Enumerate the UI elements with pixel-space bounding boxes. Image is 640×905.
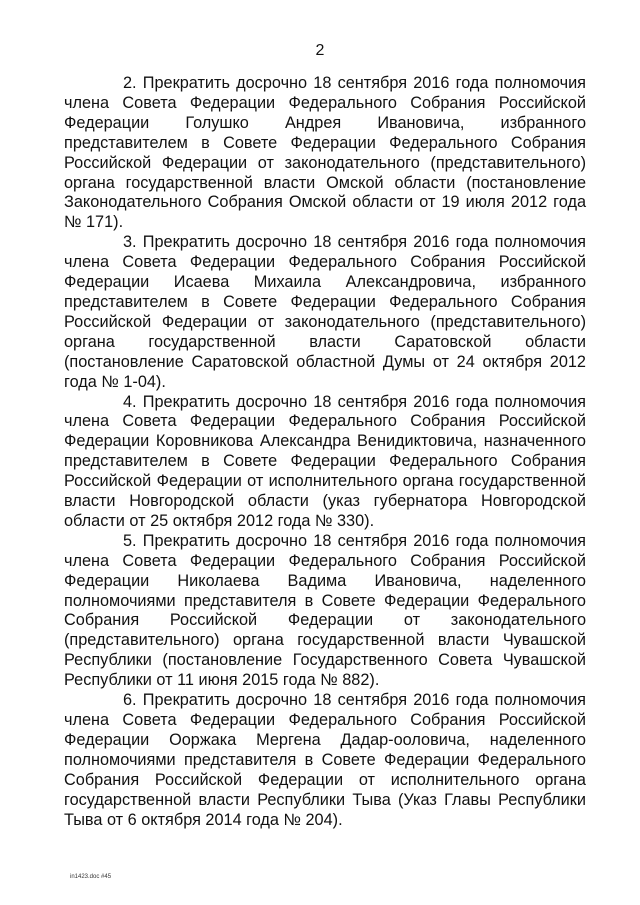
document-body <box>64 74 586 830</box>
footer-document-code: in1423.doc #45 <box>70 874 112 880</box>
paragraph-3: 3. Прекратить досрочно 18 сентября 2016 года полномочия члена Совета Федерации Федерального Собрания Российской Федерации Исаева Михаила Александровича, избранного представителем в Совете Федерации Федерального Собрания Российской Федерации от законодательного (представительного) органа государственной власти Саратовской области (постановление Саратовской областной Думы от 24 октября 2012 года № 1-04). <box>64 233 586 391</box>
paragraph-5: 5. Прекратить досрочно 18 сентября 2016 года полномочия члена Совета Федерации Федерального Собрания Российской Федерации Николаева Вадима Ивановича, наделенного полномочиями представителя в Совете Федерации Федерального Собрания Российской Федерации от законодательного (представительного) органа государственной власти Чувашской Республики (постановление Государственного Совета Чувашской Республики от 11 июня 2015 года № 882). <box>64 531 586 690</box>
paragraph-2: 2. Прекратить досрочно 18 сентября 2016 года полномочия члена Совета Федерации Федерального Собрания Российской Федерации Голушко Андрея Ивановича, избранного представителем в Совете Федерации Федерального Собрания Российской Федерации от законодательного (представительного) органа государственной власти Омской области (постановление Законодательного Собрания Омской области от 19 июля 2012 года № 171). <box>64 74 586 232</box>
page-number: 2 <box>315 42 325 59</box>
paragraph-4: 4. Прекратить досрочно 18 сентября 2016 года полномочия члена Совета Федерации Федерального Собрания Российской Федерации Коровникова Александра Венидиктовича, назначенного представителем в Совете Федерации Федерального Собрания Российской Федерации от исполнительного органа государственной власти Новгородской области (указ губернатора Новгородской области от 25 октября 2012 года № 330). <box>64 392 586 530</box>
paragraph-6: 6. Прекратить досрочно 18 сентября 2016 года полномочия члена Совета Федерации Федерального Собрания Российской Федерации Ооржака Мергена Дадар-ооловича, наделенного полномочиями представителя в Совете Федерации Федерального Собрания Российской Федерации от исполнительного органа государственной власти Республики Тыва (Указ Главы Республики Тыва от 6 октября 2014 года № 204). <box>64 691 586 829</box>
